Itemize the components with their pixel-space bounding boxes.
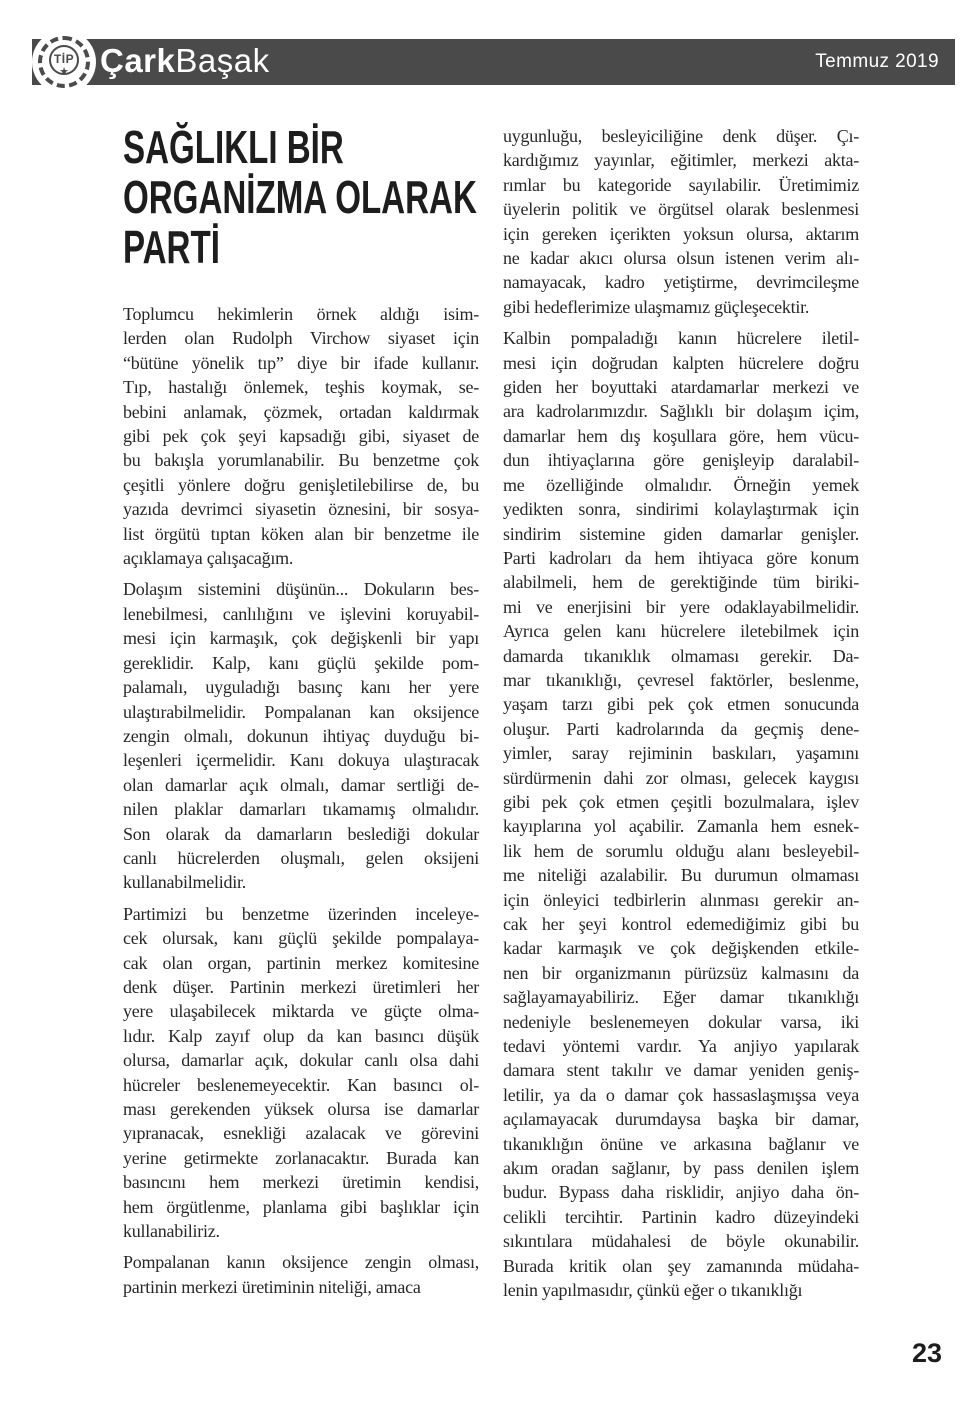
text-line: Toplumcu hekimlerin örnek aldığı isim- bbox=[123, 304, 479, 324]
paragraph bbox=[123, 577, 479, 894]
text-line: mesi için doğrudan kalpten hücrelere doğru bbox=[503, 352, 859, 373]
text-line: Kalbin pompaladığı kanın hücrelere iletil- bbox=[503, 328, 859, 349]
text-line: hücreler beslenemeyecektir. Kan basıncı ol- bbox=[123, 1074, 479, 1095]
logo-text: TİP bbox=[53, 52, 75, 66]
text-line: Son olarak da damarların beslediği dokular bbox=[123, 823, 479, 844]
text-line: sıkıntılara müdahalesi de böyle okunabilir. bbox=[503, 1231, 859, 1252]
text-line: yazıda devrimci siyasetin öznesini, bir sosya- bbox=[123, 499, 479, 520]
text-line: ması gerekenden yüksek olursa ise damarlar bbox=[123, 1099, 479, 1119]
text-line: letilir, ya da o damar çok hassaslaşmışsa veya bbox=[503, 1084, 859, 1105]
text-line: gibi pek çok şeyi kapsadığı gibi, siyaset de bbox=[123, 426, 479, 447]
text-line: lenebilmesi, canlılığını ve işlevini koruyabil- bbox=[123, 603, 479, 624]
article-column-right bbox=[503, 124, 859, 1310]
text-line: Burada kritik olan şey zamanında müdaha- bbox=[503, 1255, 859, 1276]
text-line: zengin olmalı, dokunun ihtiyaç duyduğu bi- bbox=[123, 725, 479, 746]
text-line: cek olursak, kanı güçlü şekilde pompalaya- bbox=[123, 928, 479, 949]
star-icon: ★ bbox=[59, 66, 69, 78]
text-line: ne kadar akıcı olursa olsun istenen verim alı- bbox=[503, 248, 859, 269]
text-line: lerden olan Rudolph Virchow siyaset için bbox=[123, 328, 479, 349]
text-line: “bütüne yönelik tıp” diye bir ifade kullanır. bbox=[123, 352, 479, 373]
masthead-title-regular: Başak bbox=[175, 41, 270, 79]
text-line: açılamayacak durumdaysa başka bir damar, bbox=[503, 1109, 859, 1130]
text-line: hem örgütlenme, planlama gibi başlıklar için bbox=[123, 1196, 479, 1217]
page-number: 23 bbox=[911, 1338, 942, 1368]
text-line: SAĞLIKLI BİR bbox=[123, 121, 344, 173]
text-line: ORGANİZMA OLARAK bbox=[123, 171, 477, 223]
text-line: budur. Bypass daha risklidir, anjiyo daha ön- bbox=[503, 1182, 859, 1203]
text-line: Tıp, hastalığı önlemek, teşhis koymak, se- bbox=[123, 377, 479, 398]
text-line: nedeniyle beslenemeyen dokular varsa, iki bbox=[503, 1011, 859, 1032]
text-line: sindirim sistemine giden damarlar genişler. bbox=[503, 523, 859, 544]
text-line: damara stent takılır ve damar yeniden geniş- bbox=[503, 1060, 859, 1081]
paragraph bbox=[123, 302, 479, 570]
text-line: alabilmeli, hem de gerektiğinde tüm biriki- bbox=[503, 572, 859, 593]
text-line: denk düşer. Partinin merkezi üretimleri her bbox=[123, 976, 479, 997]
text-line: kardığımız yayınlar, eğitimler, merkezi akta- bbox=[503, 150, 859, 171]
paragraph bbox=[123, 902, 479, 1244]
issue-date: Temmuz 2019 bbox=[815, 51, 939, 72]
text-line: leşenleri içermelidir. Kanı dokuya ulaştıracak bbox=[123, 750, 479, 771]
text-line: palamalı, uyguladığı basınç kanı her yere bbox=[123, 677, 479, 698]
text-line: Parti kadroları da hem ihtiyaca göre konum bbox=[503, 547, 859, 568]
text-line: ara kadrolarımızdır. Sağlıklı bir dolaşım içim, bbox=[503, 401, 859, 422]
text-line: partinin merkezi üretiminin niteliği, amaca bbox=[123, 1276, 421, 1297]
text-line: açıklamaya çalışacağım. bbox=[123, 548, 294, 569]
text-line: lıdır. Kalp zayıf olup da kan basıncı düşük bbox=[123, 1025, 479, 1046]
text-line: için gereken içerikten yoksun olursa, aktarım bbox=[503, 223, 859, 244]
text-line: oluşur. Parti kadrolarında da geçmiş dene- bbox=[503, 718, 859, 739]
article-body-left bbox=[123, 302, 479, 1299]
text-line: cak olan organ, partinin merkez komitesine bbox=[123, 952, 479, 973]
text-line: yıpranacak, esnekliği azalacak ve görevini bbox=[123, 1123, 479, 1144]
text-line: kullanabiliriz. bbox=[123, 1221, 220, 1242]
text-line: kayıplarına yol açabilir. Zamanla hem esnek- bbox=[503, 816, 859, 837]
text-line: rımlar bu kategoride sayılabilir. Üretimimiz bbox=[503, 174, 859, 195]
text-line: Dolaşım sistemini düşünün... Dokuların bes- bbox=[123, 579, 479, 600]
masthead-title-bold: Çark bbox=[100, 41, 176, 79]
text-line: yaşam tarzı gibi pek çok etmen sonucunda bbox=[503, 694, 859, 715]
text-line: mesi için karmaşık, çok değişkenli bir yapı bbox=[123, 628, 479, 649]
text-line: yedikten sonra, sindirimi kolaylaştırmak için bbox=[503, 499, 859, 520]
text-line: celikli tercihtir. Partinin kadro düzeyindeki bbox=[503, 1206, 859, 1227]
text-line: uygunluğu, besleyiciliğine denk düşer. Çı- bbox=[503, 126, 859, 146]
text-line: nen bir organizmanın pürüzsüz kalmasını da bbox=[503, 962, 859, 983]
text-line: PARTİ bbox=[123, 221, 220, 273]
masthead-title bbox=[100, 42, 270, 80]
text-line: canlı hücrelerden oluşmalı, gelen oksijeni bbox=[123, 847, 479, 868]
text-line: kullanabilmelidir. bbox=[123, 872, 246, 893]
text-line: lik hem de sorumlu olduğu alanı besleyebil- bbox=[503, 840, 859, 861]
text-line: gibi hedeflerimize ulaşmamız güçleşecektir. bbox=[503, 296, 810, 317]
text-line: yerine getirmekte zorlanacaktır. Burada kan bbox=[123, 1147, 479, 1168]
text-line: me özelliğinde olmalıdır. Örneğin yemek bbox=[503, 474, 859, 495]
text-line: sürdürmenin dahi zor olması, gelecek kaygısı bbox=[503, 767, 859, 788]
text-line: ulaştırabilmelidir. Pompalanan kan oksijence bbox=[123, 701, 479, 722]
text-line: Partimizi bu benzetme üzerinden inceleye- bbox=[123, 903, 479, 924]
text-line: çeşitli yönlere doğru genişletilebilirse de, bu bbox=[123, 474, 479, 495]
text-line: gibi pek çok etmen çeşitli bozulmalara, işlev bbox=[503, 791, 859, 812]
article-body-right bbox=[503, 124, 859, 1303]
text-line: tedavi yöntemi vardır. Ya anjiyo yapılarak bbox=[503, 1036, 859, 1057]
text-line: lenin yapılmasıdır, çünkü eğer o tıkanıklığı bbox=[503, 1280, 803, 1301]
text-line: yimler, saray rejiminin baskıları, yaşamını bbox=[503, 743, 859, 764]
text-line: kadar karmaşık ve çok değişkenden etkile- bbox=[503, 938, 859, 959]
paragraph bbox=[123, 1250, 479, 1299]
text-line: mar tıkanıklığı, çevresel faktörler, beslenme, bbox=[503, 669, 859, 690]
article-title bbox=[123, 121, 477, 273]
text-line: bebini anlamak, çözmek, ortadan kaldırmak bbox=[123, 401, 479, 422]
paragraph bbox=[503, 326, 859, 1302]
text-line: basıncını hem merkezi üretimin kendisi, bbox=[123, 1172, 479, 1193]
text-line: list örgütü tıptan köken alan bir benzetme ile bbox=[123, 523, 479, 544]
tip-party-logo bbox=[32, 30, 96, 94]
text-line: me niteliği azalabilir. Bu durumun olmaması bbox=[503, 865, 859, 886]
text-line: dun ihtiyaçlarına göre genişleyip daralabil- bbox=[503, 450, 859, 471]
text-line: damarlar hem dış koşullara göre, hem vücu- bbox=[503, 425, 859, 446]
text-line: namayacak, kadro yetiştirme, devrimcileşme bbox=[503, 272, 859, 293]
text-line: mi ve enerjisini bir yere odaklayabilmelidir. bbox=[503, 596, 859, 617]
text-line: sağlayamayabiliriz. Eğer damar tıkanıklığı bbox=[503, 987, 859, 1008]
text-line: üyelerin politik ve örgütsel olarak beslenmesi bbox=[503, 199, 859, 220]
text-line: olursa, damarlar açık, dokular canlı olsa dahi bbox=[123, 1050, 479, 1071]
text-line: gereklidir. Kalp, kanı güçlü şekilde pom- bbox=[123, 652, 479, 673]
text-line: cak her şeyi kontrol edemediğimiz gibi bu bbox=[503, 914, 859, 934]
text-line: akım oradan sağlanır, by pass denilen işlem bbox=[503, 1158, 859, 1179]
text-line: tıkanıklığın önüne ve arkasına bağlanır ve bbox=[503, 1133, 859, 1154]
header-bar bbox=[32, 39, 955, 85]
text-line: bu bakışla yorumlanabilir. Bu benzetme çok bbox=[123, 450, 479, 471]
text-line: giden her boyuttaki atardamarlar merkezi ve bbox=[503, 377, 859, 398]
text-line: Pompalanan kanın oksijence zengin olması, bbox=[123, 1252, 479, 1273]
text-line: nilen plaklar damarları tıkamamış olmalıdır. bbox=[123, 799, 479, 820]
text-line: damarda tıkanıklık olmaması gerekir. Da- bbox=[503, 645, 859, 666]
text-line: Ayrıca gelen kanı hücrelere iletebilmek için bbox=[503, 621, 859, 642]
text-line: olan damarlar açık olmalı, damar sertliği de- bbox=[123, 774, 479, 795]
text-line: için önleyici tedbirlerin alınması gerekir an- bbox=[503, 889, 859, 910]
text-line: yere ulaşabilecek miktarda ve güçte olma- bbox=[123, 1001, 479, 1022]
article-column-left bbox=[123, 122, 479, 1306]
paragraph bbox=[503, 124, 859, 319]
